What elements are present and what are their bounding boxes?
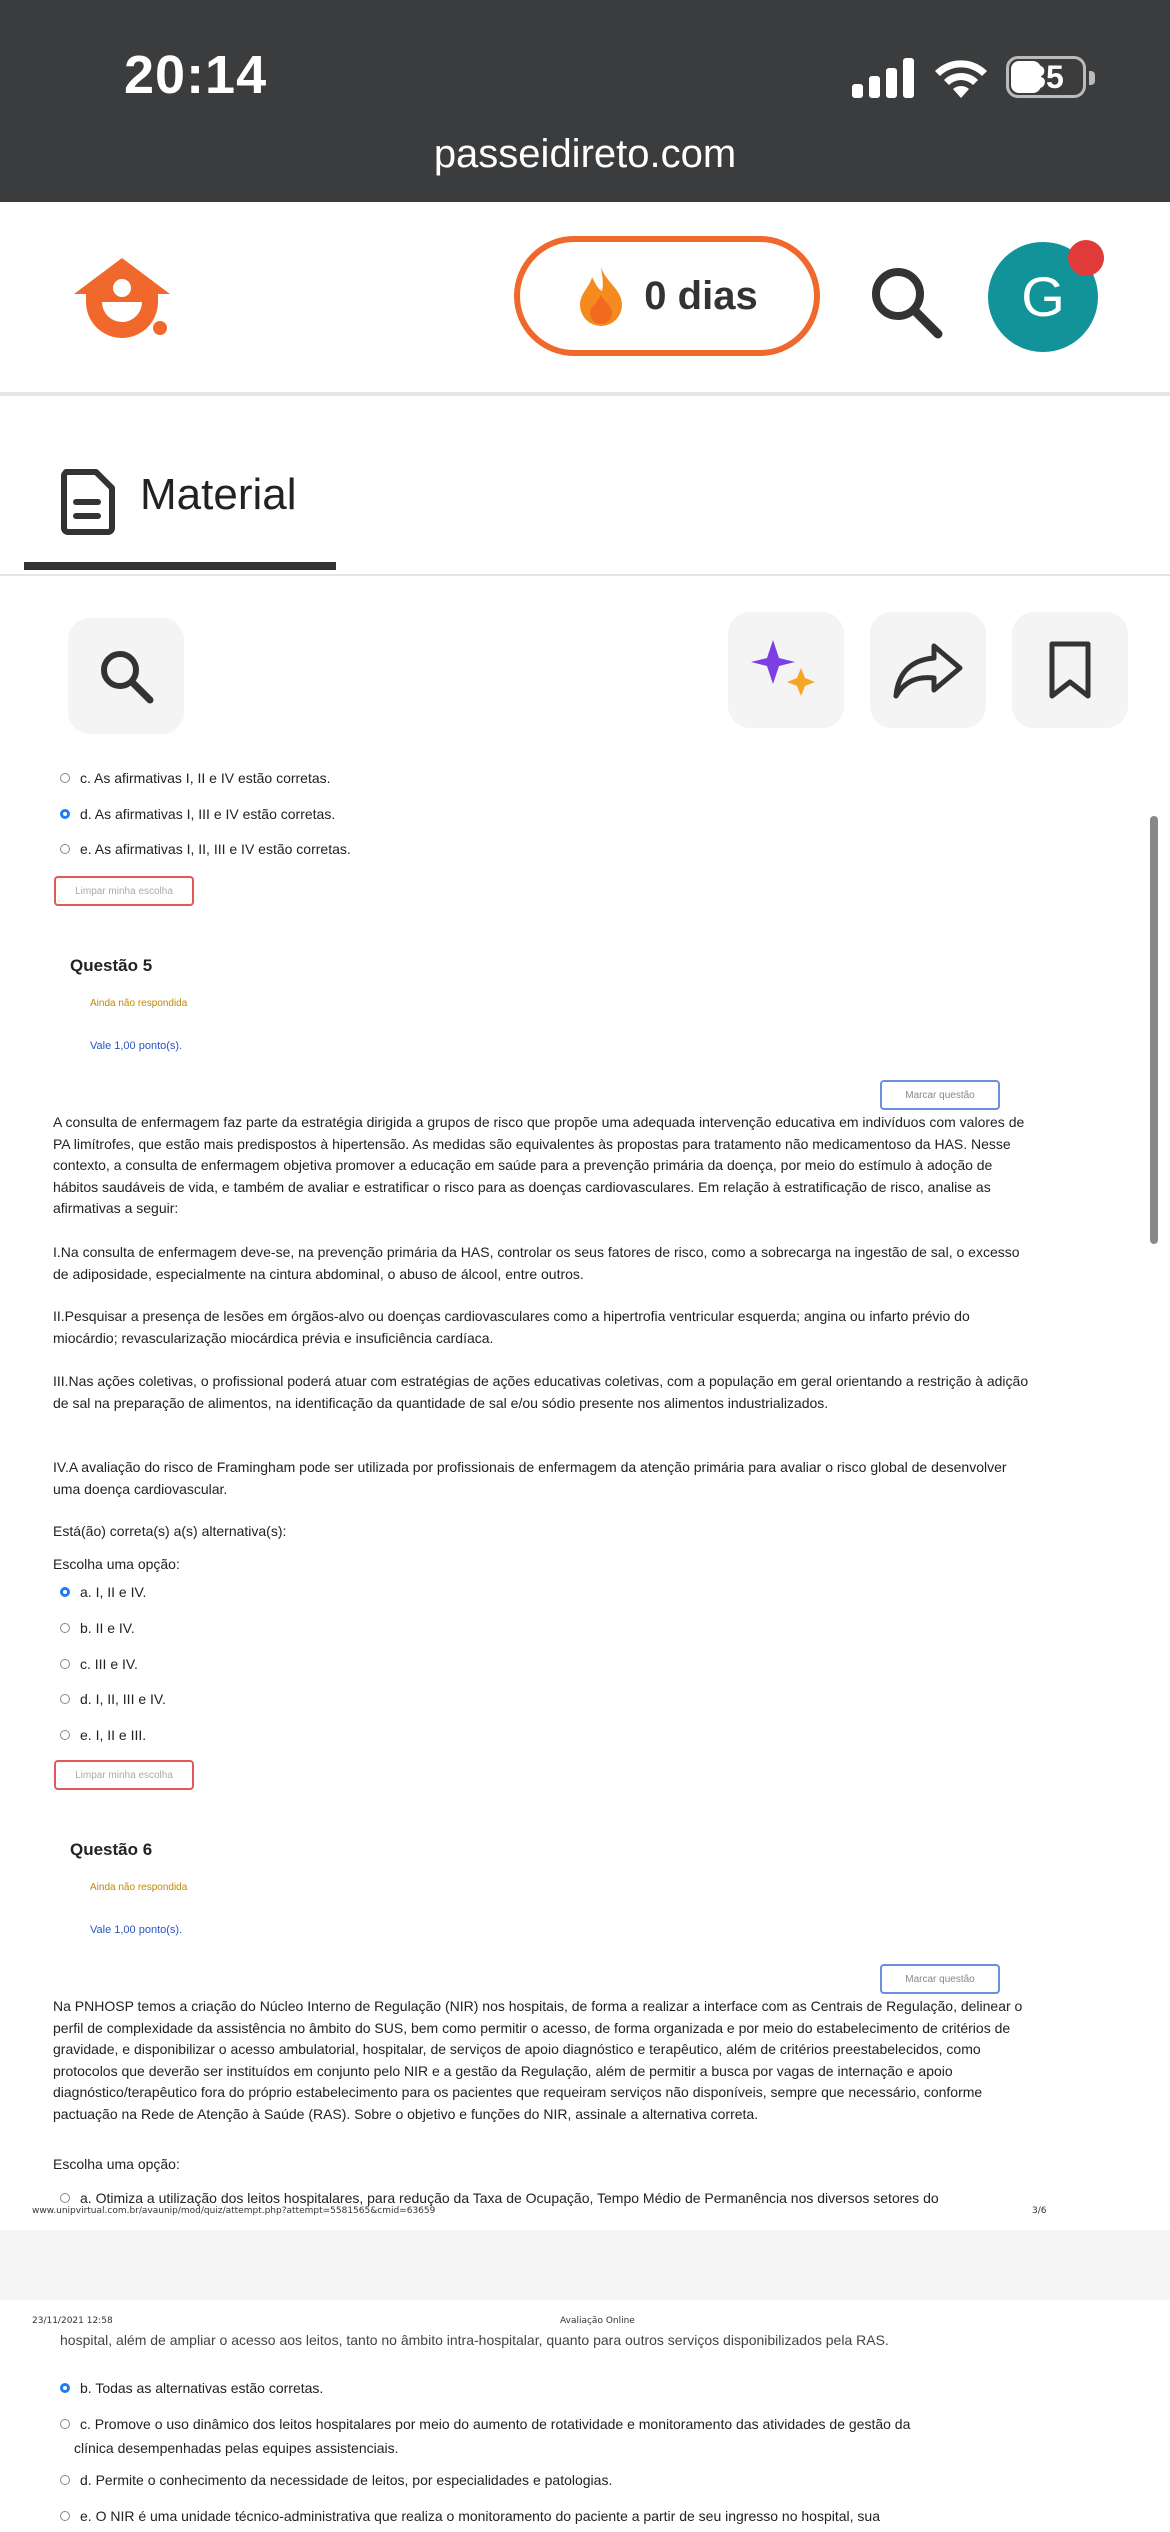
radio-button[interactable] [60,1730,70,1740]
avatar-initial: G [1021,265,1065,328]
battery-icon [1006,56,1086,98]
app-header [0,202,1170,396]
scrollbar-thumb[interactable] [1150,816,1158,1244]
page-footer-url: www.unipvirtual.com.br/avaunip/mod/quiz/attempt.php?attempt=5581565&cmid=63659 [32,2206,436,2216]
streak-label: 0 dias [644,273,758,318]
passei-direto-logo[interactable] [72,256,172,346]
status-bar [0,0,1170,202]
question-title: Questão 5 [70,956,153,975]
sparkle-icon [751,638,821,702]
option-e[interactable]: e. O NIR é uma unidade técnico-administrativa que realiza o monitoramento do paciente a partir de seu ingresso no hospital, sua [60,2508,880,2524]
radio-button[interactable] [60,773,70,783]
radio-button[interactable] [60,2511,70,2521]
notification-dot [1068,240,1104,276]
statement-ii: II.Pesquisar a presença de lesões em órgãos-alvo ou doenças cardiovasculares como a hipertrofia ventricular esquerda; angina ou infarto prévio do miocárdio; revascularização miocárdica prévia e insuficiência cardíaca. [53,1308,970,1346]
option-a-continued: hospital, além de ampliar o acesso aos leitos, tanto no âmbito intra-hospitalar, quanto para outros serviços disponibilizados pela RAS. [60,2332,889,2348]
search-icon[interactable] [866,262,946,342]
radio-button[interactable] [60,1623,70,1633]
option-c[interactable]: c. As afirmativas I, II e IV estão corretas. [60,770,331,786]
question-text: A consulta de enfermagem faz parte da estratégia dirigida a grupos de risco que propõe uma adequada intervenção educativa em indivíduos com valores de PA limítrofes, que estão mais predispostos à hipertensão. As medidas são equivalentes às propostas para tratamento não medicamentoso da HAS. Nesse contexto, a consulta de enfermagem objetiva promover a educação em saúde para a prevenção primária da doença, por meio do estímulo à adoção de hábitos saudáveis de vida, e também de avaliar e estratificar o risco para as doenças cardiovasculares. Em relação à estratificação de risco, analise as afirmativas a seguir: [53,1114,1025,1216]
avatar[interactable] [988,242,1098,352]
question-status: Ainda não respondida [90,998,188,1009]
signal-icon [852,58,916,98]
option-b[interactable]: b. II e IV. [60,1620,135,1636]
share-button[interactable] [870,612,986,728]
tab-bar [0,430,1170,576]
question-value: Vale 1,00 ponto(s). [90,1040,183,1052]
page-header-datetime: 23/11/2021 12:58 [32,2316,113,2326]
radio-button[interactable] [60,1659,70,1669]
page-gap [0,2230,1170,2300]
radio-button[interactable] [60,1694,70,1704]
option-c[interactable]: c. III e IV. [60,1656,138,1672]
page-header-title: Avaliação Online [560,2316,635,2326]
option-c-continued: clínica desempenhadas pelas equipes assistenciais. [74,2440,399,2456]
status-time: 20:14 [124,45,268,105]
radio-button[interactable] [60,2419,70,2429]
option-c[interactable]: c. Promove o uso dinâmico dos leitos hospitalares por meio do aumento de rotatividade e monitoramento das atividades de gestão da [60,2416,910,2432]
option-e[interactable]: e. As afirmativas I, II, III e IV estão corretas. [60,841,351,857]
statement-i: I.Na consulta de enfermagem deve-se, na prevenção primária da HAS, controlar os seus fatores de risco, como a sobrecarga na ingestão de sal, o excesso de adiposidade, especialmente na cintura abdominal, o abuso de álcool, entre outros. [53,1244,1020,1282]
search-icon [96,646,156,706]
radio-button[interactable] [60,844,70,854]
radio-button-selected[interactable] [60,2383,70,2393]
clear-choice-button[interactable]: Limpar minha escolha [54,876,194,906]
document-search-button[interactable] [68,618,184,734]
question-title: Questão 6 [70,1840,153,1859]
fire-icon [576,265,626,327]
radio-button-selected[interactable] [60,809,70,819]
radio-button[interactable] [60,2193,70,2203]
option-d[interactable]: d. Permite o conhecimento da necessidade de leitos, por especialidades e patologias. [60,2472,612,2488]
option-d[interactable]: d. As afirmativas I, III e IV estão corretas. [60,806,335,822]
question-status: Ainda não respondida [90,1882,188,1893]
clear-choice-button[interactable]: Limpar minha escolha [54,1760,194,1790]
radio-button-selected[interactable] [60,1587,70,1597]
statement-iii: III.Nas ações coletivas, o profissional poderá atuar com estratégias de ações educativas coletivas, com a população em geral orientando a restrição à adição de sal na preparação de alimentos, na identificação da quantidade de sal e/ou sódio presente nos alimentos industrializados. [53,1373,1029,1411]
option-b[interactable]: b. Todas as alternativas estão corretas. [60,2380,323,2396]
option-d[interactable]: d. I, II, III e IV. [60,1691,166,1707]
option-a[interactable]: a. I, II e IV. [60,1584,146,1600]
browser-url[interactable]: passeidireto.com [433,132,737,176]
option-e[interactable]: e. I, II e III. [60,1727,146,1743]
radio-button[interactable] [60,2475,70,2485]
statement-iv: IV.A avaliação do risco de Framingham pode ser utilizada por profissionais de enfermagem da atenção primária para avaliar o risco global de desenvolver uma doença cardiovascular. [53,1459,1007,1497]
page-number: 3/6 [1032,2206,1047,2216]
choose-label: Escolha uma opção: [53,2156,180,2172]
question-value: Vale 1,00 ponto(s). [90,1924,183,1936]
share-icon [892,640,964,700]
tab-material[interactable]: Material [140,470,297,519]
wifi-icon [934,54,988,100]
cut-line [0,2330,1170,2350]
tab-underline [24,562,336,570]
streak-button[interactable] [514,236,820,356]
option-a[interactable]: a. Otimiza a utilização dos leitos hospitalares, para redução da Taxa de Ocupação, Tempo Médio de Permanência nos diversos setores do [60,2188,1040,2208]
mark-question-button[interactable]: Marcar questão [880,1964,1000,1994]
bookmark-button[interactable] [1012,612,1128,728]
ai-sparkle-button[interactable] [728,612,844,728]
battery-level: 35 [1028,59,1064,95]
bookmark-icon [1046,640,1094,700]
document-icon [58,466,118,536]
mark-question-button[interactable]: Marcar questão [880,1080,1000,1110]
choose-label: Escolha uma opção: [53,1556,180,1572]
question-prompt: Está(ão) correta(s) a(s) alternativa(s): [53,1523,287,1539]
question-text: Na PNHOSP temos a criação do Núcleo Interno de Regulação (NIR) nos hospitais, de forma a realizar a interface com as Centrais de Regulação, delinear o perfil de complexidade da assistência no âmbito do SUS, bem como permitir o acesso, de forma organizada e por meio do estabelecimento de critérios de gravidade, e disponibilizar o acesso ambulatorial, hospitalar, de serviços de apoio diagnóstico e terapêutico, além de critérios preestabelecidos, como protocolos que deverão ser instituídos em conjunto pelo NIR e a gestão da Regulação, além de permitir a busca por vagas de internação e apoio diagnóstico/terapêutico fora do próprio estabelecimento para os pacientes que requeiram serviços não disponíveis, sempre que necessário, conforme pactuação na Rede de Atenção à Saúde (RAS). Sobre o objetivo e funções do NIR, assinale a alternativa correta. [53,1998,1023,2122]
